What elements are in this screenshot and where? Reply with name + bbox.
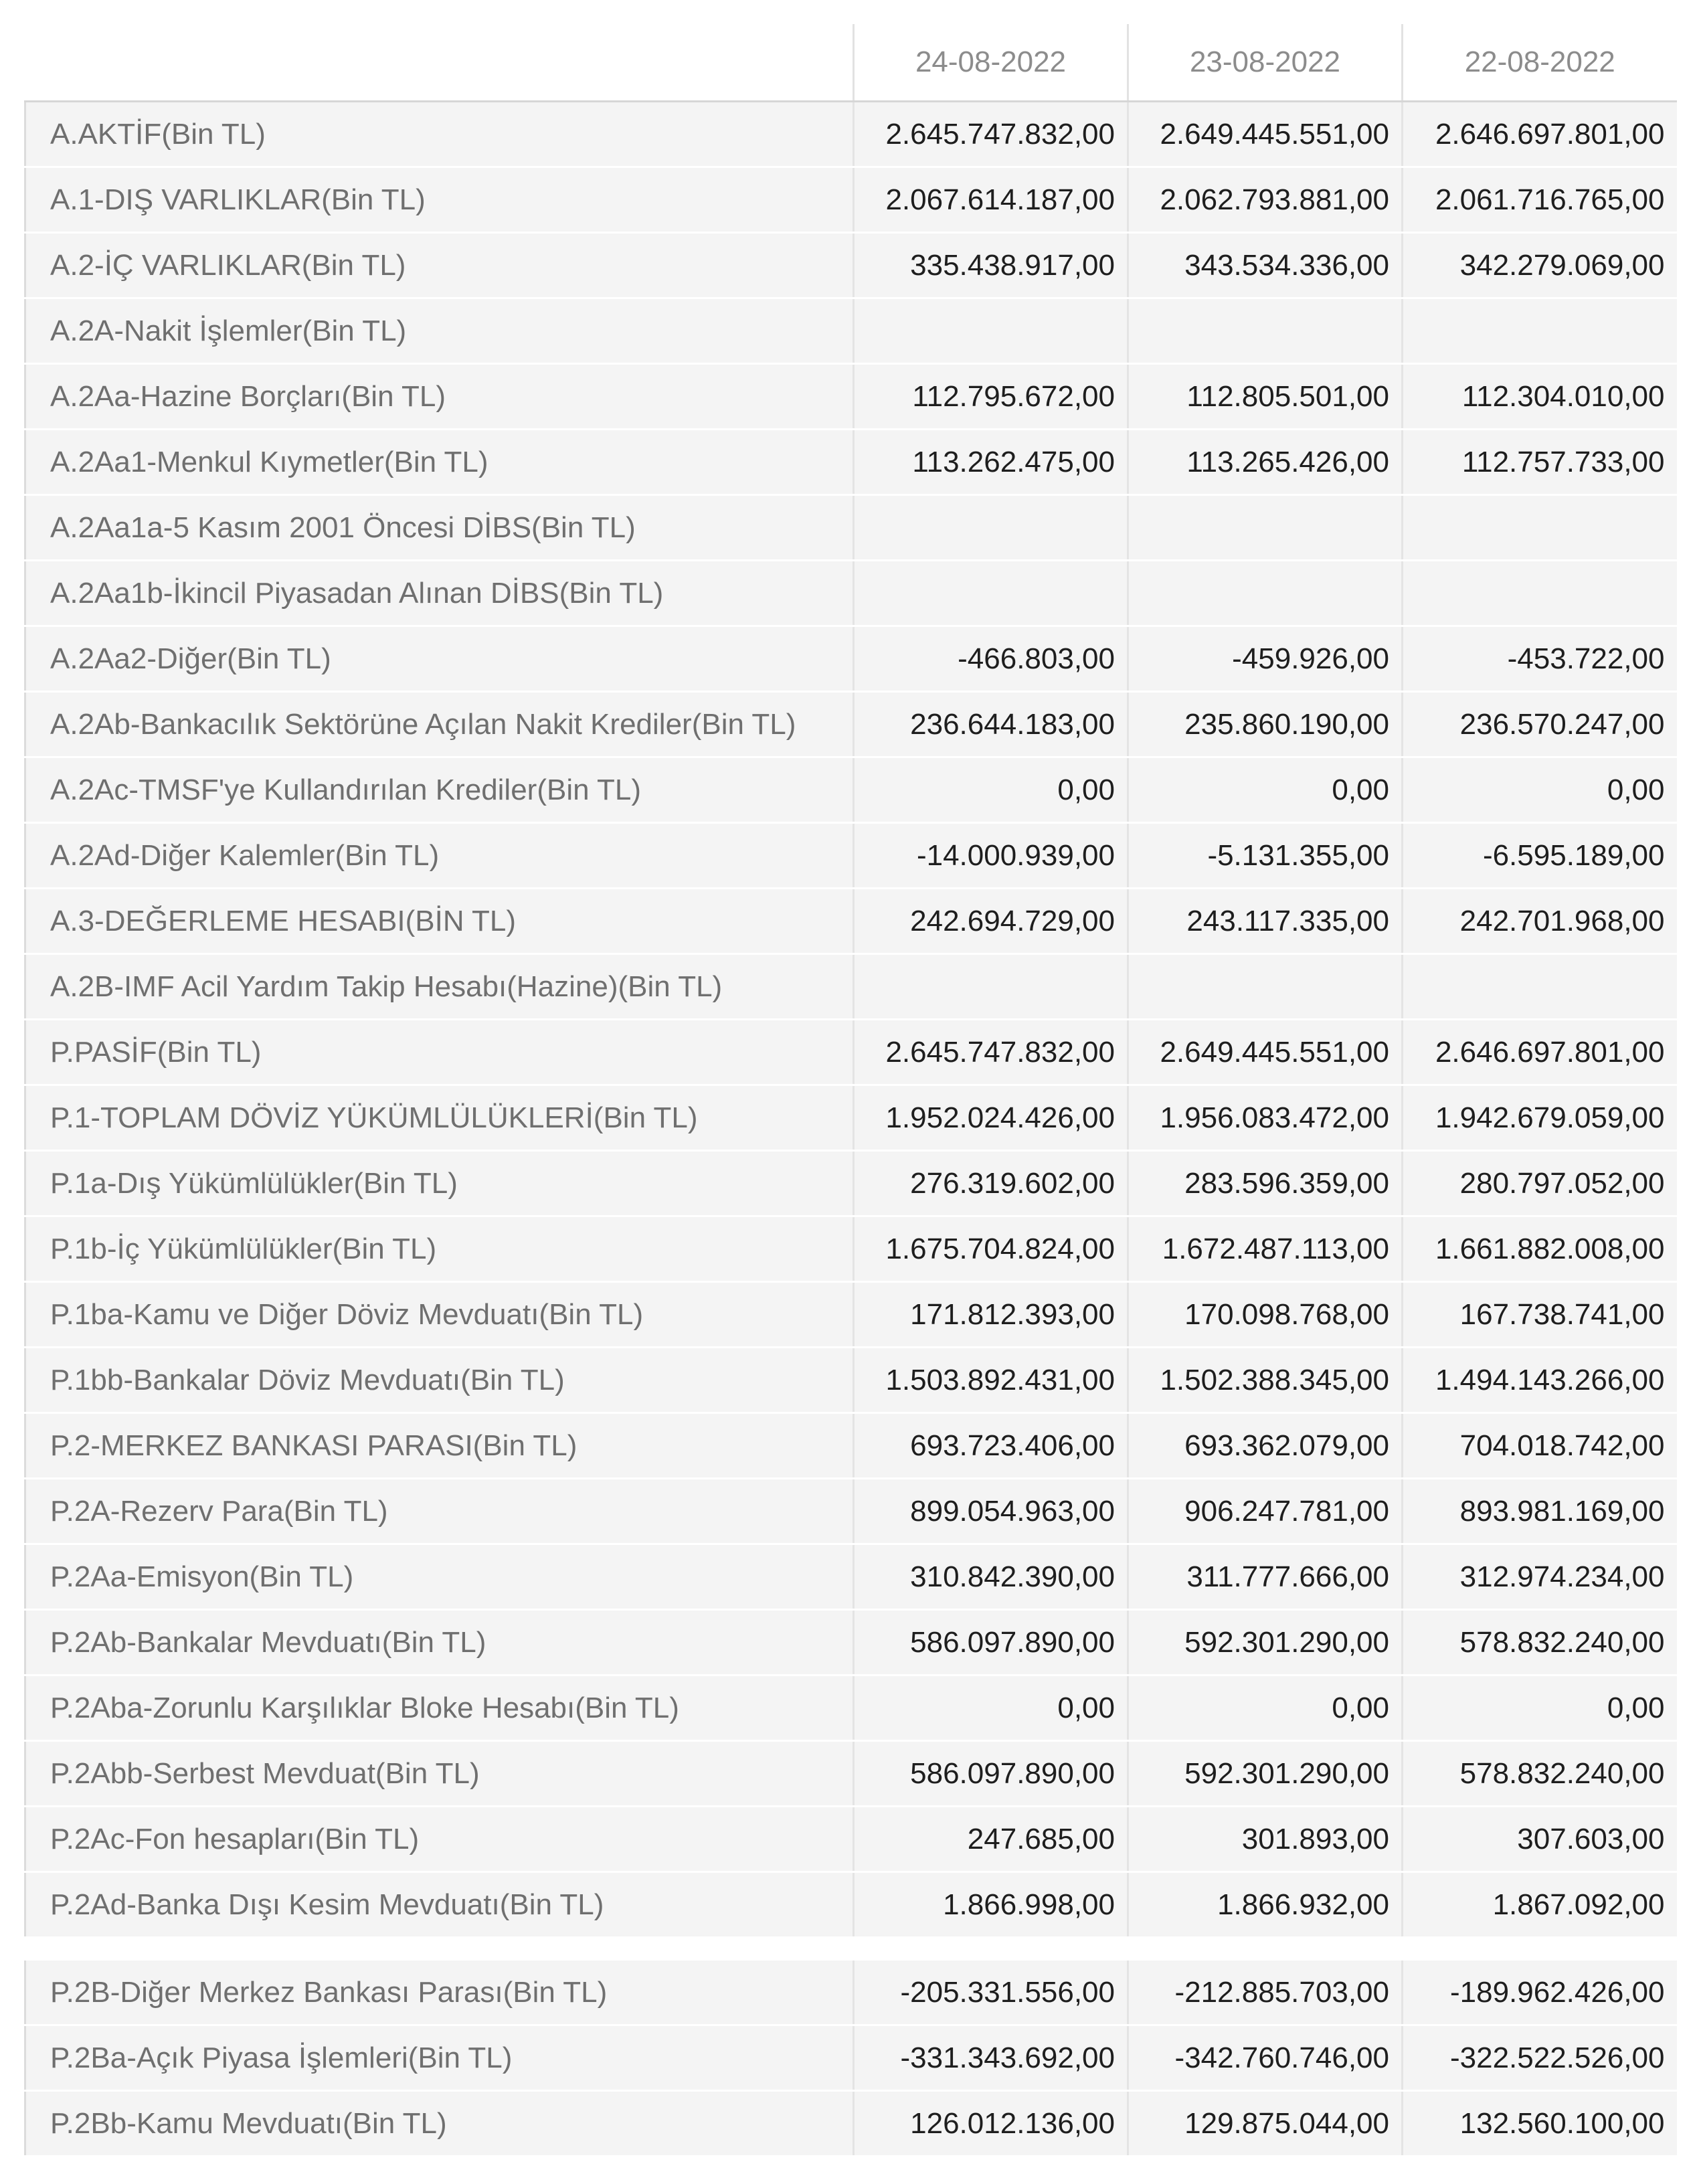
row-label: A.2A-Nakit İşlemler(Bin TL) — [25, 298, 854, 364]
value-cell: 0,00 — [854, 757, 1128, 823]
row-label: A.2Ac-TMSF'ye Kullandırılan Krediler(Bin TL) — [25, 757, 854, 823]
spacer-cell — [1403, 1938, 1677, 1960]
row-label: A.1-DIŞ VARLIKLAR(Bin TL) — [25, 167, 854, 233]
table-row[interactable] — [25, 430, 1677, 495]
value-cell: 113.265.426,00 — [1128, 430, 1403, 495]
value-cell: 343.534.336,00 — [1128, 233, 1403, 298]
table-header — [25, 24, 1677, 102]
column-header-date[interactable]: 22-08-2022 — [1403, 24, 1677, 102]
value-cell: -6.595.189,00 — [1403, 823, 1677, 889]
value-cell: 2.645.747.832,00 — [854, 102, 1128, 167]
value-cell: 2.646.697.801,00 — [1403, 102, 1677, 167]
value-cell: -453.722,00 — [1403, 626, 1677, 692]
value-cell — [854, 495, 1128, 561]
value-cell — [1128, 561, 1403, 626]
table-row[interactable] — [25, 102, 1677, 167]
value-cell: -212.885.703,00 — [1128, 1960, 1403, 2025]
value-cell: 0,00 — [1128, 757, 1403, 823]
value-cell: 167.738.741,00 — [1403, 1282, 1677, 1348]
table-row[interactable] — [25, 1348, 1677, 1413]
value-cell: 243.117.335,00 — [1128, 889, 1403, 954]
value-cell: -331.343.692,00 — [854, 2025, 1128, 2091]
spacer-cell — [25, 1938, 854, 1960]
value-cell: 2.062.793.881,00 — [1128, 167, 1403, 233]
value-cell: 112.304.010,00 — [1403, 364, 1677, 430]
value-cell: 893.981.169,00 — [1403, 1479, 1677, 1544]
table-row[interactable] — [25, 692, 1677, 757]
value-cell: 2.646.697.801,00 — [1403, 1020, 1677, 1085]
balance-sheet-table — [24, 24, 1677, 2157]
table-row[interactable] — [25, 1479, 1677, 1544]
table-row[interactable] — [25, 1610, 1677, 1675]
value-cell: 578.832.240,00 — [1403, 1741, 1677, 1807]
row-label: A.2Aa1-Menkul Kıymetler(Bin TL) — [25, 430, 854, 495]
value-cell: 592.301.290,00 — [1128, 1741, 1403, 1807]
value-cell: 1.956.083.472,00 — [1128, 1085, 1403, 1151]
row-label: P.2Ba-Açık Piyasa İşlemleri(Bin TL) — [25, 2025, 854, 2091]
value-cell: 586.097.890,00 — [854, 1610, 1128, 1675]
value-cell: 1.494.143.266,00 — [1403, 1348, 1677, 1413]
value-cell — [1403, 495, 1677, 561]
table-row[interactable] — [25, 1151, 1677, 1216]
value-cell: 236.570.247,00 — [1403, 692, 1677, 757]
value-cell: 1.672.487.113,00 — [1128, 1216, 1403, 1282]
value-cell: 578.832.240,00 — [1403, 1610, 1677, 1675]
header-corner — [25, 24, 854, 102]
value-cell: 236.644.183,00 — [854, 692, 1128, 757]
table-row[interactable] — [25, 1675, 1677, 1741]
header-row — [25, 24, 1677, 102]
column-header-date[interactable]: 23-08-2022 — [1128, 24, 1403, 102]
value-cell: 310.842.390,00 — [854, 1544, 1128, 1610]
value-cell: 1.867.092,00 — [1403, 1872, 1677, 1938]
value-cell: -459.926,00 — [1128, 626, 1403, 692]
value-cell: 242.694.729,00 — [854, 889, 1128, 954]
value-cell: 307.603,00 — [1403, 1807, 1677, 1872]
table-row[interactable] — [25, 1807, 1677, 1872]
row-label: A.2Aa2-Diğer(Bin TL) — [25, 626, 854, 692]
row-label: P.1a-Dış Yükümlülükler(Bin TL) — [25, 1151, 854, 1216]
table-row[interactable] — [25, 364, 1677, 430]
row-label: P.2Abb-Serbest Mevduat(Bin TL) — [25, 1741, 854, 1807]
value-cell: 0,00 — [1128, 1675, 1403, 1741]
value-cell: 132.560.100,00 — [1403, 2091, 1677, 2157]
row-label: A.2Ab-Bankacılık Sektörüne Açılan Nakit Krediler(Bin TL) — [25, 692, 854, 757]
column-header-date[interactable]: 24-08-2022 — [854, 24, 1128, 102]
value-cell: 112.795.672,00 — [854, 364, 1128, 430]
row-label: P.2-MERKEZ BANKASI PARASI(Bin TL) — [25, 1413, 854, 1479]
value-cell: 312.974.234,00 — [1403, 1544, 1677, 1610]
value-cell: 586.097.890,00 — [854, 1741, 1128, 1807]
table-row[interactable] — [25, 757, 1677, 823]
value-cell: 2.649.445.551,00 — [1128, 102, 1403, 167]
table-row[interactable] — [25, 495, 1677, 561]
value-cell: 335.438.917,00 — [854, 233, 1128, 298]
value-cell: 126.012.136,00 — [854, 2091, 1128, 2157]
value-cell: -14.000.939,00 — [854, 823, 1128, 889]
value-cell: 112.805.501,00 — [1128, 364, 1403, 430]
value-cell: 129.875.044,00 — [1128, 2091, 1403, 2157]
value-cell: 1.661.882.008,00 — [1403, 1216, 1677, 1282]
row-label: P.PASİF(Bin TL) — [25, 1020, 854, 1085]
value-cell — [1403, 561, 1677, 626]
spacer-cell — [854, 1938, 1128, 1960]
row-label: A.2B-IMF Acil Yardım Takip Hesabı(Hazine)(Bin TL) — [25, 954, 854, 1020]
value-cell: 311.777.666,00 — [1128, 1544, 1403, 1610]
value-cell: 170.098.768,00 — [1128, 1282, 1403, 1348]
value-cell: 112.757.733,00 — [1403, 430, 1677, 495]
value-cell: -189.962.426,00 — [1403, 1960, 1677, 2025]
value-cell — [854, 954, 1128, 1020]
table-row[interactable] — [25, 1960, 1677, 2025]
table-row[interactable] — [25, 1085, 1677, 1151]
value-cell: 899.054.963,00 — [854, 1479, 1128, 1544]
value-cell: -342.760.746,00 — [1128, 2025, 1403, 2091]
table-row[interactable] — [25, 954, 1677, 1020]
value-cell: 1.502.388.345,00 — [1128, 1348, 1403, 1413]
spacer-cell — [1128, 1938, 1403, 1960]
row-label: P.1b-İç Yükümlülükler(Bin TL) — [25, 1216, 854, 1282]
value-cell: 242.701.968,00 — [1403, 889, 1677, 954]
row-label: A.2Ad-Diğer Kalemler(Bin TL) — [25, 823, 854, 889]
value-cell: 592.301.290,00 — [1128, 1610, 1403, 1675]
table-row[interactable] — [25, 626, 1677, 692]
value-cell: 704.018.742,00 — [1403, 1413, 1677, 1479]
row-label: A.2Aa-Hazine Borçları(Bin TL) — [25, 364, 854, 430]
value-cell: -466.803,00 — [854, 626, 1128, 692]
table-row[interactable] — [25, 233, 1677, 298]
value-cell: 235.860.190,00 — [1128, 692, 1403, 757]
table-row[interactable] — [25, 1413, 1677, 1479]
row-label: P.2Aba-Zorunlu Karşılıklar Bloke Hesabı(Bin TL) — [25, 1675, 854, 1741]
value-cell: 342.279.069,00 — [1403, 233, 1677, 298]
value-cell — [1128, 954, 1403, 1020]
table-row[interactable] — [25, 1741, 1677, 1807]
value-cell: 247.685,00 — [854, 1807, 1128, 1872]
table-row[interactable] — [25, 2091, 1677, 2157]
row-label: P.1-TOPLAM DÖVİZ YÜKÜMLÜLÜKLERİ(Bin TL) — [25, 1085, 854, 1151]
value-cell: 0,00 — [1403, 757, 1677, 823]
value-cell: 1.952.024.426,00 — [854, 1085, 1128, 1151]
value-cell — [1128, 495, 1403, 561]
table-row[interactable] — [25, 167, 1677, 233]
value-cell — [1403, 954, 1677, 1020]
value-cell: 1.942.679.059,00 — [1403, 1085, 1677, 1151]
value-cell: 113.262.475,00 — [854, 430, 1128, 495]
row-label: A.2-İÇ VARLIKLAR(Bin TL) — [25, 233, 854, 298]
row-label: P.2Aa-Emisyon(Bin TL) — [25, 1544, 854, 1610]
row-label: A.2Aa1a-5 Kasım 2001 Öncesi DİBS(Bin TL) — [25, 495, 854, 561]
value-cell — [854, 298, 1128, 364]
table-body — [25, 102, 1677, 2157]
value-cell: 2.645.747.832,00 — [854, 1020, 1128, 1085]
value-cell — [854, 561, 1128, 626]
row-spacer — [25, 1938, 1677, 1960]
row-label: P.1ba-Kamu ve Diğer Döviz Mevduatı(Bin TL) — [25, 1282, 854, 1348]
value-cell: 280.797.052,00 — [1403, 1151, 1677, 1216]
value-cell: -5.131.355,00 — [1128, 823, 1403, 889]
value-cell — [1128, 298, 1403, 364]
row-label: P.2Bb-Kamu Mevduatı(Bin TL) — [25, 2091, 854, 2157]
row-label: A.AKTİF(Bin TL) — [25, 102, 854, 167]
value-cell: -205.331.556,00 — [854, 1960, 1128, 2025]
row-label: P.2Ac-Fon hesapları(Bin TL) — [25, 1807, 854, 1872]
row-label: P.2A-Rezerv Para(Bin TL) — [25, 1479, 854, 1544]
row-label: A.2Aa1b-İkincil Piyasadan Alınan DİBS(Bin TL) — [25, 561, 854, 626]
table-row[interactable] — [25, 2025, 1677, 2091]
value-cell: 283.596.359,00 — [1128, 1151, 1403, 1216]
table-row[interactable] — [25, 1544, 1677, 1610]
value-cell: 693.362.079,00 — [1128, 1413, 1403, 1479]
value-cell: 0,00 — [854, 1675, 1128, 1741]
value-cell: 2.061.716.765,00 — [1403, 167, 1677, 233]
value-cell: 2.649.445.551,00 — [1128, 1020, 1403, 1085]
row-label: A.3-DEĞERLEME HESABI(BİN TL) — [25, 889, 854, 954]
table-row[interactable] — [25, 823, 1677, 889]
value-cell: 1.866.998,00 — [854, 1872, 1128, 1938]
value-cell: 0,00 — [1403, 1675, 1677, 1741]
table-row[interactable] — [25, 298, 1677, 364]
row-label: P.2B-Diğer Merkez Bankası Parası(Bin TL) — [25, 1960, 854, 2025]
table-row[interactable] — [25, 561, 1677, 626]
value-cell: 1.503.892.431,00 — [854, 1348, 1128, 1413]
row-label: P.2Ab-Bankalar Mevduatı(Bin TL) — [25, 1610, 854, 1675]
table-row[interactable] — [25, 1872, 1677, 1938]
value-cell — [1403, 298, 1677, 364]
value-cell: 1.866.932,00 — [1128, 1872, 1403, 1938]
value-cell: 301.893,00 — [1128, 1807, 1403, 1872]
value-cell: 693.723.406,00 — [854, 1413, 1128, 1479]
value-cell: 1.675.704.824,00 — [854, 1216, 1128, 1282]
table-row[interactable] — [25, 1020, 1677, 1085]
value-cell: 906.247.781,00 — [1128, 1479, 1403, 1544]
table-row[interactable] — [25, 1216, 1677, 1282]
value-cell: -322.522.526,00 — [1403, 2025, 1677, 2091]
row-label: P.2Ad-Banka Dışı Kesim Mevduatı(Bin TL) — [25, 1872, 854, 1938]
value-cell: 276.319.602,00 — [854, 1151, 1128, 1216]
table-row[interactable] — [25, 889, 1677, 954]
value-cell: 2.067.614.187,00 — [854, 167, 1128, 233]
table-row[interactable] — [25, 1282, 1677, 1348]
value-cell: 171.812.393,00 — [854, 1282, 1128, 1348]
row-label: P.1bb-Bankalar Döviz Mevduatı(Bin TL) — [25, 1348, 854, 1413]
